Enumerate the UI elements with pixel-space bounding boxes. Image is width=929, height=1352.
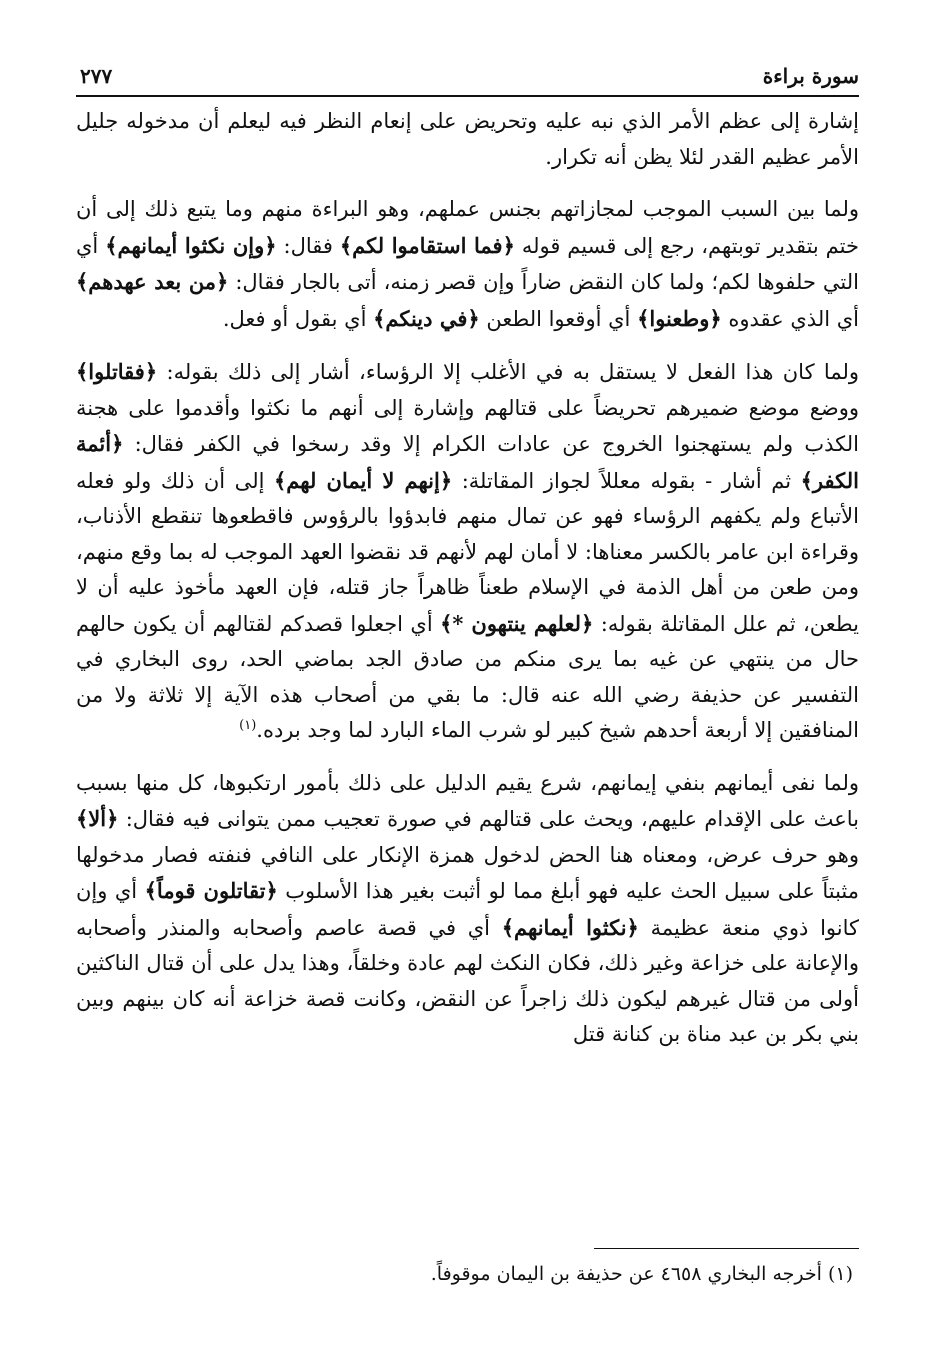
text-run: أي وإن كانوا ذوي منعة عظيمة — [76, 879, 860, 940]
footnote — [76, 1260, 853, 1288]
text-run: أي اجعلوا قصدكم لقتالهم أن يكون حالهم حال من ينتهي عن غيه بما يرى منكم من صادق الجد بماضي الحد، روى البخاري في التفسير عن حذيفة رضي الله عنه قال: ما بقي من أصحاب هذه الآية إلا ثلاثة ولا من المنافقين إلا أربعة أحدهم شيخ كبير لو شرب الماء البارد لما وجد برده. — [76, 611, 859, 742]
quran-quote: ﴿لعلهم ينتهون *﴾ — [440, 610, 594, 636]
text-run: ووضع موضع ضميرهم تحريضاً على قتالهم وإشارة إلى أنهم ما نكثوا وأقدموا على هجنة الكذب ولم يستهجنوا الخروج عن عادات الكرام إلا وقد رسخوا في الكفر فقال: — [76, 395, 859, 456]
quran-quote: ﴿إنهم لا أيمان لهم﴾ — [273, 467, 453, 493]
quran-quote: ﴿وطعنوا﴾ — [637, 305, 722, 331]
text-run: أي الذي عقدوه — [721, 306, 859, 331]
surah-title: سورة براءة — [762, 64, 859, 88]
quran-quote: ﴿في دينكم﴾ — [373, 305, 480, 331]
footnote-reference: (١) — [239, 718, 257, 733]
main-text — [76, 104, 859, 1053]
paragraph — [76, 766, 859, 1053]
text-run: ثم أشار - بقوله معللاً لجواز المقاتلة: — [452, 468, 801, 493]
text-run: إلى أن ذلك ولو فعله الأتباع ولم يكفهم الرؤساء فهو عن تمال منهم فابدؤوا بالرؤوس فاقطعوها تنقطع الأذناب، وقراءة ابن عامر بالكسر معناها: لا أمان لهم لأنهم قد نقضوا العهد الموجب له بما وقع منهم، ومن طعن من أهل الذمة في الإسلام طعناً ظاهراً جاز قتله، فإن العهد مأخوذ عليه أن لا يطعن، ثم علل المقاتلة بقوله: — [76, 468, 859, 636]
quran-quote: ﴿نكثوا أيمانهم﴾ — [501, 914, 639, 940]
quran-quote: ﴿تقاتلون قوماً﴾ — [144, 878, 278, 903]
quran-quote: ﴿ألا﴾ — [76, 806, 119, 831]
text-run: ولما بين السبب الموجب لمجازاتهم بجنس عملهم، وهو البراءة منهم وما يتبع ذلك إلى أن ختم بتقدير توبتهم، رجع إلى قسيم قوله — [76, 197, 859, 258]
paragraph — [76, 192, 859, 337]
text-run: أي التي حلفوها لكم؛ ولما كان النقض ضاراً وإن قصر زمنه، أتى بالجار فقال: — [76, 233, 859, 294]
page-number: ٢٧٧ — [80, 64, 113, 88]
text-run: أي بقول أو فعل. — [222, 306, 374, 331]
quran-quote: ﴿من بعد عهدهم﴾ — [76, 269, 229, 294]
quran-quote: ﴿أئمة الكفر﴾ — [76, 431, 859, 493]
quran-quote: ﴿وإن نكثوا أيمانهم﴾ — [105, 232, 277, 258]
text-run: إشارة إلى عظم الأمر الذي نبه عليه وتحريض على إنعام النظر فيه ليعلم أن مدخوله جليل الأمر عظيم القدر لئلا يظن أنه تكرار. — [76, 109, 859, 169]
text-run: وهو حرف عرض، ومعناه هنا الحض لدخول همزة الإنكار على النافي فنفته فصار مدخولها مثبتاً على سبيل الحث عليه فهو أبلغ مما لو أثبت بغير هذا الأسلوب — [76, 842, 860, 903]
text-run: فقال: — [276, 233, 340, 258]
paragraph — [76, 354, 859, 749]
quran-quote: ﴿فما استقاموا لكم﴾ — [339, 232, 515, 258]
header-divider — [76, 95, 859, 97]
text-run: أي أوقعوا الطعن — [479, 306, 638, 331]
quran-quote: ﴿فقاتلوا﴾ — [76, 359, 158, 384]
footnote-marker: (١) — [827, 1263, 853, 1285]
text-run: ولما كان هذا الفعل لا يستقل به في الأغلب إلا الرؤساء، أشار إلى ذلك بقوله: — [157, 360, 859, 384]
footnote-divider — [594, 1248, 859, 1249]
text-run: أي في قصة عاصم وأصحابه والمنذر وأصحابه والإعانة على خزاعة وغير ذلك، فكان النكث لهم عادة وخلقاً، وهذا يدل على أن قتال الناكثين أولى من قتال غيرهم ليكون ذلك زاجراً عن النقض، وكانت قصة خزاعة أنه كان بينهم وبين بني بكر بن عبد مناة بن كنانة قتل — [76, 915, 859, 1046]
page-header — [80, 62, 859, 92]
text-run: ولما نفى أيمانهم بنفي إيمانهم، شرع يقيم الدليل على ذلك بأمور ارتكبوها، كل منها بسبب باعث على الإقدام عليهم، ويحث على قتالهم في صورة تعجيب ممن يتوانى فيه فقال: — [76, 770, 859, 831]
footnote-text: أخرجه البخاري ٤٦٥٨ عن حذيفة بن اليمان موقوفاً. — [430, 1263, 822, 1285]
paragraph — [76, 104, 859, 175]
